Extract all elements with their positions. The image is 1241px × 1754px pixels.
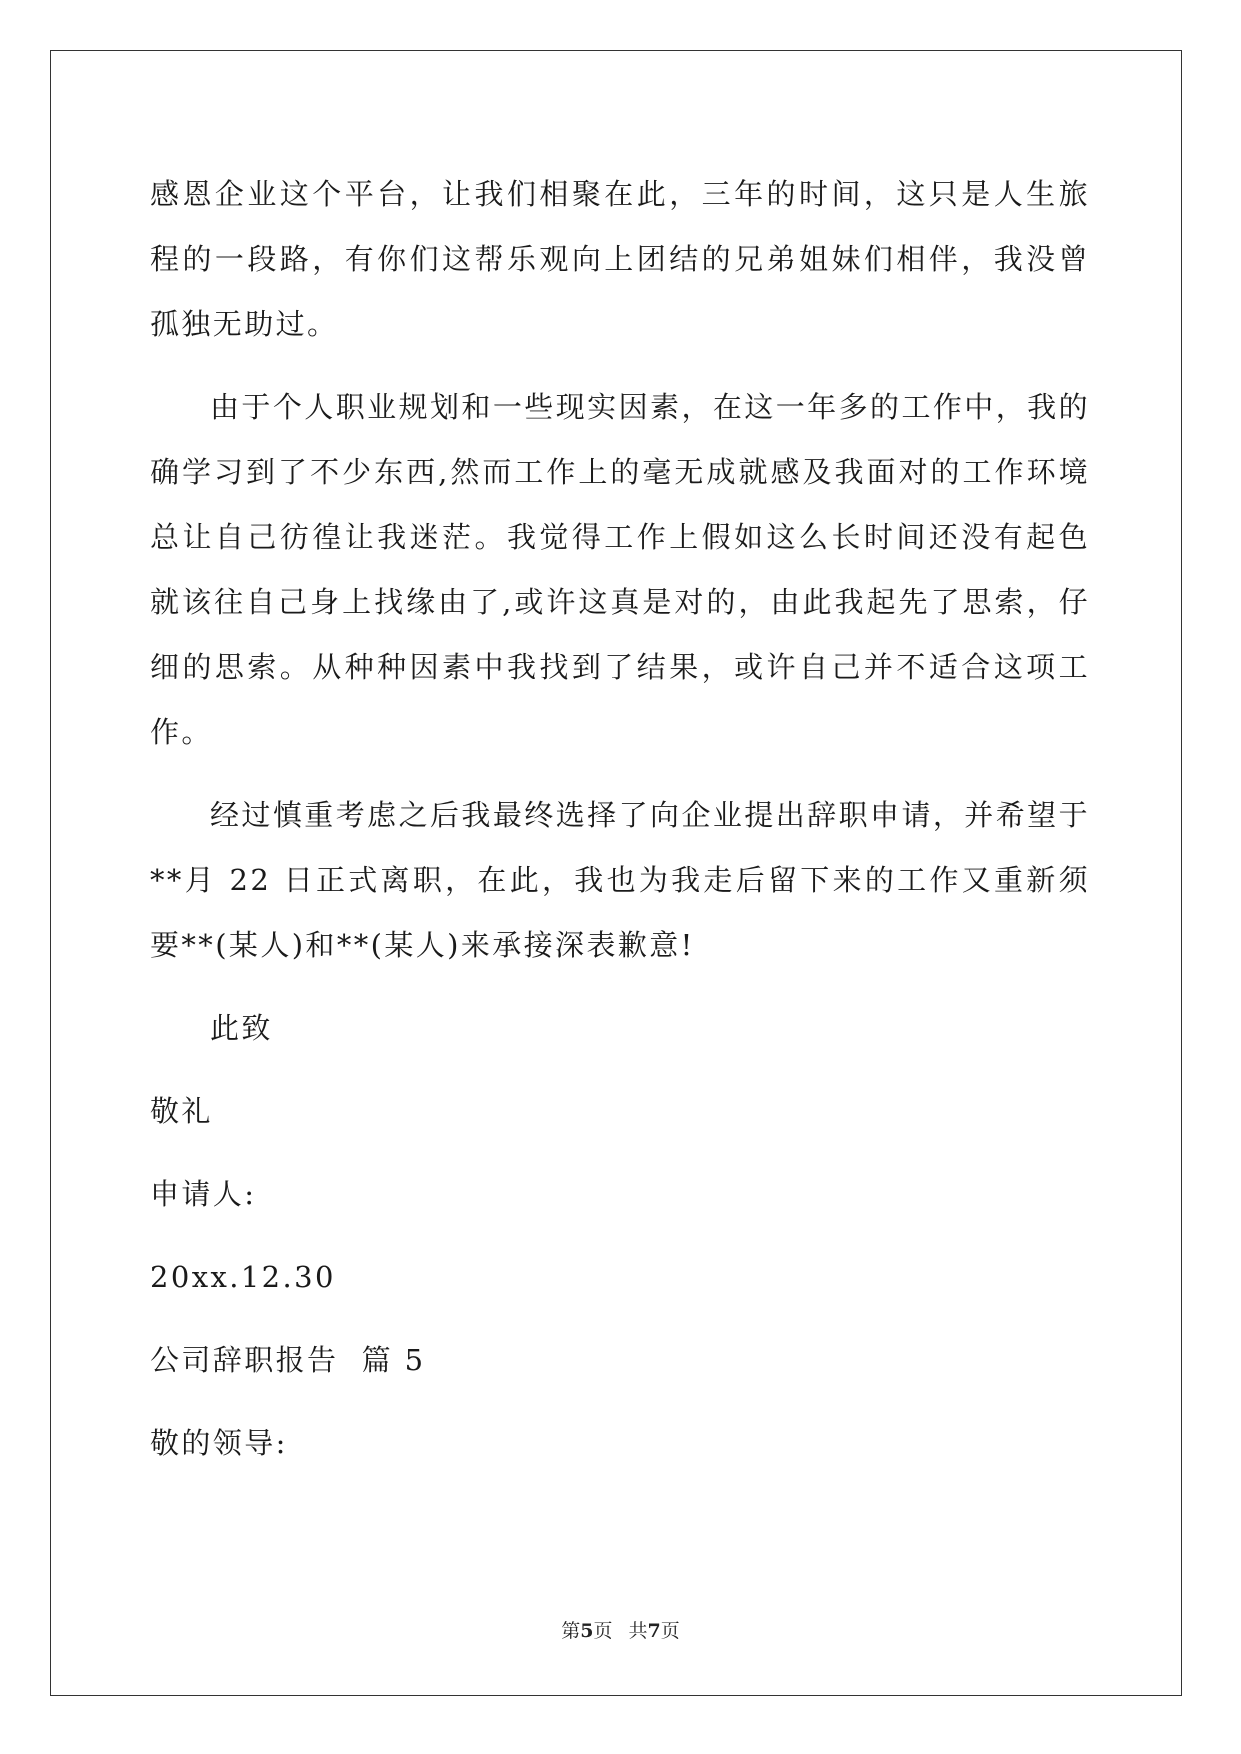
footer-page-suffix: 页 <box>593 1620 613 1642</box>
page-footer <box>0 1616 1241 1643</box>
footer-page-current: 5 <box>580 1620 594 1642</box>
next-section-greeting: 敬的领导: <box>150 1426 288 1460</box>
paragraph-3: 经过慎重考虑之后我最终选择了向企业提出辞职申请，并希望于**月 22 日正式离职，在此，我也为我走后留下来的工作又重新须要**(某人)和**(某人)来承接深表歉意! <box>150 798 1090 962</box>
applicant-label: 申请人: <box>150 1177 257 1211</box>
date-line: 20xx.12.30 <box>150 1260 336 1294</box>
footer-page-prefix: 第 <box>561 1620 581 1642</box>
next-section-title: 公司辞职报告 篇 5 <box>150 1343 426 1377</box>
footer-total-prefix: 共 <box>628 1620 648 1642</box>
closing-line: 此致 <box>210 1011 273 1045</box>
document-body <box>150 162 1090 1494</box>
paragraph-2: 由于个人职业规划和一些现实因素，在这一年多的工作中，我的确学习到了不少东西,然而工作上的毫无成就感及我面对的工作环境总让自己彷徨让我迷茫。我觉得工作上假如这么长时间还没有起色就该往自己身上找缘由了,或许这真是对的，由此我起先了思索，仔细的思索。从种种因素中我找到了结果，或许自己并不适合这项工作。 <box>150 390 1090 749</box>
footer-total-suffix: 页 <box>660 1620 680 1642</box>
footer-page-total: 7 <box>647 1620 661 1642</box>
paragraph-1: 感恩企业这个平台，让我们相聚在此，三年的时间，这只是人生旅程的一段路，有你们这帮乐观向上团结的兄弟姐妹们相伴，我没曾孤独无助过。 <box>150 177 1090 341</box>
salute-line: 敬礼 <box>150 1094 213 1128</box>
